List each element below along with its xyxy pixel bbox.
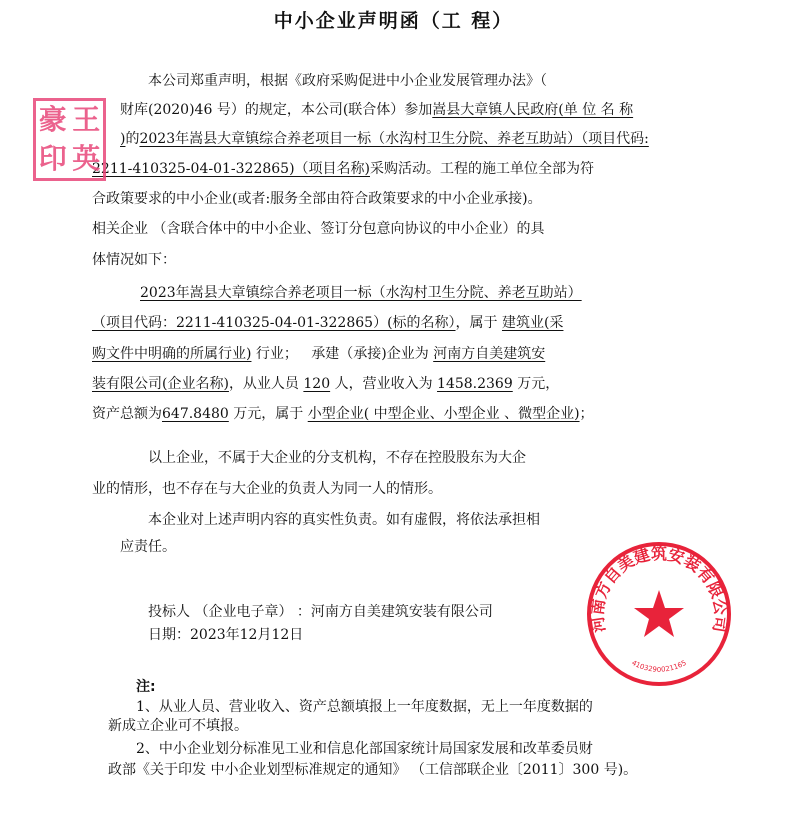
note2-line1: 2、中小企业划分标准见工业和信息化部国家统计局国家发展和改革委员财 <box>136 741 593 757</box>
note1-line2: 新成立企业可不填报。 <box>108 718 248 734</box>
assets-value: 647.8480 <box>162 406 229 422</box>
company-name-end: 装有限公司(企业名称) <box>92 376 229 392</box>
para2-line3-text: 行业； <box>255 346 298 362</box>
date-line: 日期：2023年12月12日 <box>148 627 304 643</box>
revenue-unit: 万元， <box>517 376 560 392</box>
assets-label: 资产总额为 <box>92 406 162 422</box>
personal-seal <box>33 98 106 181</box>
seal-company-name: 河南方自美建筑安装有限公司 <box>587 544 731 634</box>
seal-code: 4103290021165 <box>630 658 688 674</box>
para1-line7: 体情况如下： <box>92 252 176 268</box>
seal-char: 王 <box>72 103 101 136</box>
para3-line1: 以上企业，不属于大企业的分支机构，不存在控股股东为大企 <box>148 450 526 466</box>
enterprise-type: 小型企业( 中型企业、小型企业 、微型企业) <box>307 406 580 422</box>
project-name: 2023年嵩县大章镇综合养老项目一标（水沟村卫生分院、养老互助站）（项目代码: <box>139 131 649 147</box>
industry: 建筑业(采 <box>501 315 564 331</box>
para2-line3 <box>92 344 545 364</box>
para1-line2 <box>120 100 633 120</box>
note1-line1: 1、从业人员、营业收入、资产总额填报上一年度数据，无上一年度数据的 <box>136 699 593 715</box>
para1-line4 <box>92 159 594 179</box>
bidder-line: 投标人 （企业电子章） ：河南方自美建筑安装有限公司 <box>148 604 493 620</box>
para4-line1: 本企业对上述声明内容的真实性负责。如有虚假，将依法承担相 <box>148 512 540 528</box>
industry-end: 购文件中明确的所属行业) <box>92 346 252 362</box>
para3-line2: 业的情形，也不存在与大企业的负责人为同一人的情形。 <box>92 481 442 497</box>
para1-line2-text: 财库(2020)46 号）的规定，本公司(联合体）参加 <box>120 102 433 118</box>
company-name: 河南方自美建筑安 <box>433 346 546 362</box>
para1-line5: 合政策要求的中小企业(或者:服务全部由符合政策要求的中小企业承接)。 <box>92 191 542 207</box>
assets-unit: 万元，属于 <box>233 406 304 422</box>
revenue-label: 人，营业收入为 <box>334 376 433 392</box>
revenue-value: 1458.2369 <box>437 376 513 392</box>
para2-end: ； <box>579 406 594 422</box>
project-code: 2211-410325-04-01-322865)（项目名称) <box>92 161 370 177</box>
note2-line2: 政部《关于印发 中小企业划型标准规定的通知》 （工信部联企业〔2011〕300 号)。 <box>108 762 638 778</box>
seal-star-icon <box>634 590 684 637</box>
seal-char: 印 <box>38 141 67 175</box>
notes-heading: 注: <box>136 679 156 695</box>
employees-label: ，从业人员 <box>228 376 299 392</box>
para2-line4 <box>92 374 559 394</box>
purchaser-name-end: ) <box>120 131 126 147</box>
seal-char: 英 <box>72 141 101 175</box>
para2-line3-text2: 承建（承接)企业为 <box>311 346 429 362</box>
para1-line3 <box>120 129 649 149</box>
para1-line4-text: 采购活动。工程的施工单位全部为符 <box>370 161 594 177</box>
purchaser-name: 嵩县大章镇人民政府(单 位 名 称 <box>432 102 634 118</box>
company-seal <box>585 540 733 688</box>
para2-line5 <box>92 404 594 424</box>
para1-line3-text: 的 <box>125 131 140 147</box>
para1-line6: 相关企业 （含联合体中的中小企业、签订分包意向协议的中小企业）的具 <box>92 221 545 237</box>
document-title: 中小企业声明函（工 程） <box>273 10 514 32</box>
employees-value: 120 <box>303 376 331 392</box>
para2-line1: 2023年嵩县大章镇综合养老项目一标（水沟村卫生分院、养老互助站） <box>140 285 582 301</box>
item-name: （项目代码：2211-410325-04-01-322865）(标的名称） <box>92 315 456 331</box>
para2-line2 <box>92 313 563 333</box>
para2-line2-text: ，属于 <box>455 315 498 331</box>
para4-line2: 应责任。 <box>120 539 176 555</box>
seal-char: 豪 <box>38 103 67 136</box>
para1-line1: 本公司郑重声明，根据《政府采购促进中小企业发展管理办法》（ <box>148 73 547 89</box>
